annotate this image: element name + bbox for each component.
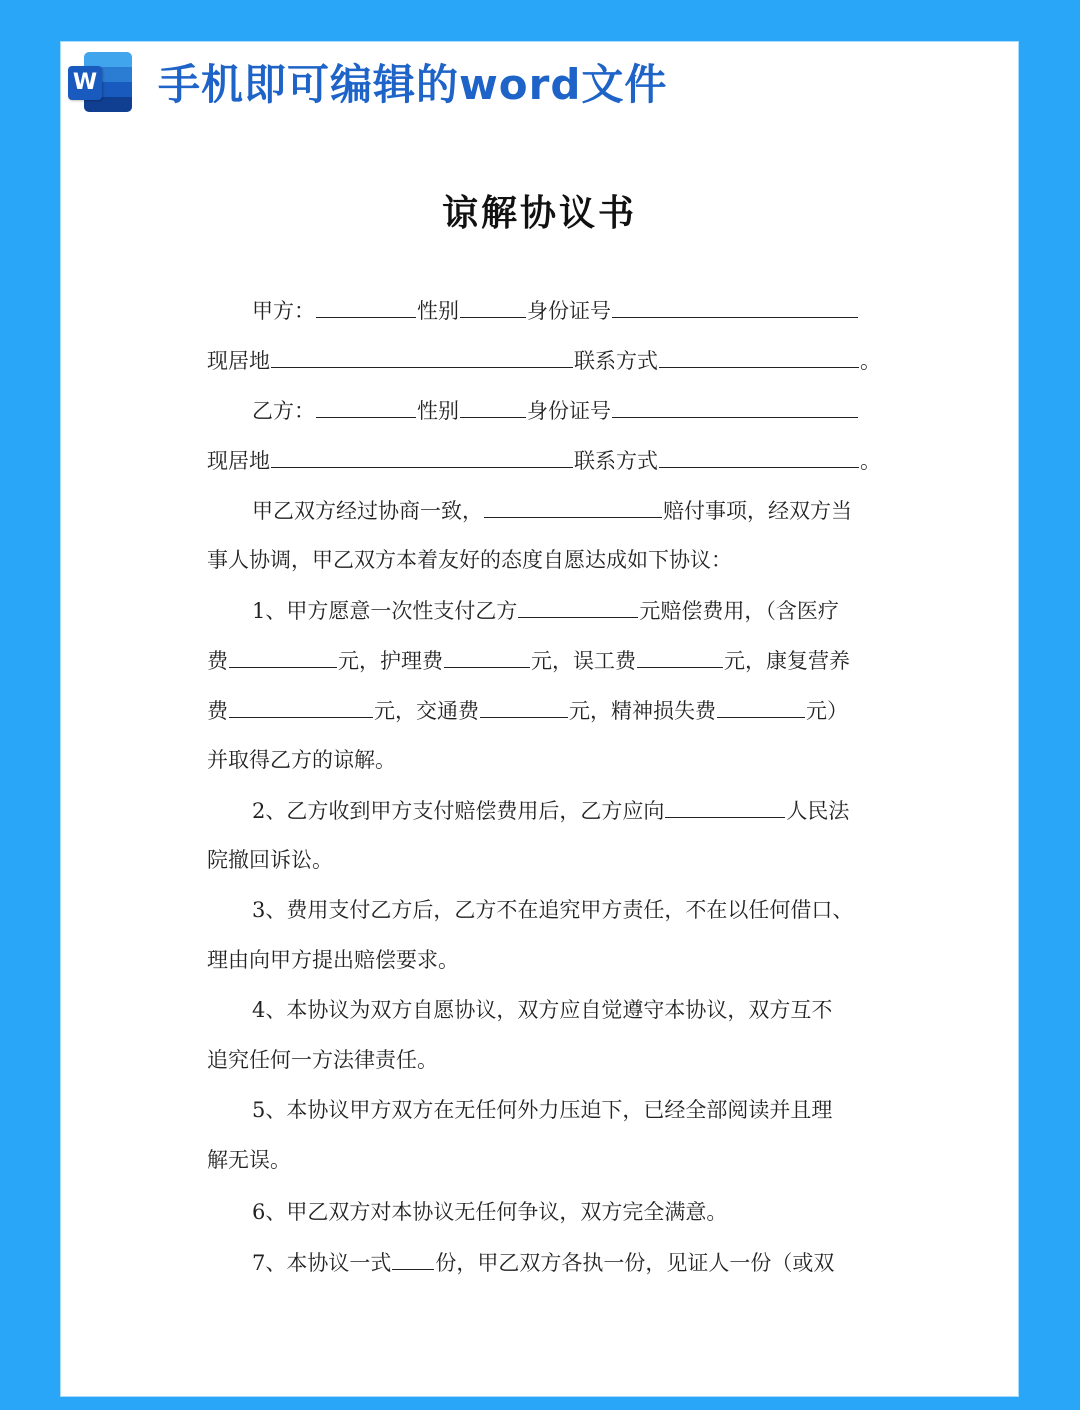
party-b-gender-label: 性别 (417, 399, 459, 423)
intro-text-b: 赔付事项，经双方当 (663, 499, 852, 523)
word-icon (68, 52, 132, 112)
party-a-line (252, 295, 877, 325)
party-a-address-field[interactable] (271, 345, 573, 368)
party-b-name-field[interactable] (316, 395, 416, 418)
party-a-gender-field[interactable] (460, 295, 526, 318)
banner-title: 手机即可编辑的word文件 (158, 60, 668, 109)
clause-5-line-1: 5、本协议甲方双方在无任何外力压迫下，已经全部阅读并且理 (252, 1098, 833, 1122)
period: 。 (860, 349, 881, 373)
party-b-address-field[interactable] (271, 445, 573, 468)
court-name-field[interactable] (665, 795, 785, 818)
clause-1-text-c: 费 (207, 649, 228, 673)
copies-count-field[interactable] (392, 1247, 434, 1270)
clause-7-text-a: 7、本协议一式 (252, 1251, 392, 1275)
clause-1-text-i: 元，精神损失费 (569, 699, 716, 723)
party-b-address-label: 现居地 (207, 449, 270, 473)
clause-2-text-a: 2、乙方收到甲方支付赔偿费用后，乙方应向 (252, 799, 665, 823)
nursing-fee-field[interactable] (444, 645, 530, 668)
clause-1-text-h: 元，交通费 (374, 699, 479, 723)
clause-1-text-f: 元，康复营养 (724, 649, 850, 673)
clause-1-text-a: 1、甲方愿意一次性支付乙方 (252, 599, 518, 623)
party-a-contact-field[interactable] (659, 345, 859, 368)
intro-text-a: 甲乙双方经过协商一致， (252, 499, 483, 523)
medical-fee-field[interactable] (229, 645, 337, 668)
clause-4-line-1: 4、本协议为双方自愿协议，双方应自觉遵守本协议，双方互不 (252, 998, 833, 1022)
clause-1-text-b: 元赔偿费用，（含医疗 (639, 599, 839, 623)
clause-6-line-1: 6、甲乙双方对本协议无任何争议，双方完全满意。 (252, 1200, 728, 1224)
document-page (61, 42, 1018, 1396)
transport-fee-field[interactable] (480, 695, 568, 718)
clause-2-line-2: 院撤回诉讼。 (207, 848, 333, 872)
lost-wages-field[interactable] (637, 645, 723, 668)
party-b-contact-label: 联系方式 (574, 449, 658, 473)
party-b-line (252, 395, 877, 425)
clause-1-line-3 (207, 695, 877, 725)
intro-line-1 (252, 495, 877, 525)
clause-1-line-2 (207, 645, 877, 675)
party-a-address-label: 现居地 (207, 349, 270, 373)
clause-7-line-1 (252, 1247, 877, 1277)
document-title: 谅解协议书 (441, 192, 637, 234)
party-a-name-field[interactable] (316, 295, 416, 318)
mental-damage-fee-field[interactable] (717, 695, 805, 718)
compensation-matter-field[interactable] (484, 495, 662, 518)
banner (68, 52, 667, 112)
party-b-id-field[interactable] (612, 395, 858, 418)
clause-1-text-g: 费 (207, 699, 228, 723)
clause-3-line-2: 理由向甲方提出赔偿要求。 (207, 948, 459, 972)
clause-2-text-b: 人民法 (786, 799, 850, 823)
clause-4-line-2: 追究任何一方法律责任。 (207, 1048, 438, 1072)
party-b-label: 乙方： (252, 399, 315, 423)
word-icon-badge: W (68, 66, 102, 100)
party-a-id-label: 身份证号 (527, 299, 611, 323)
party-b-address-line (207, 445, 881, 475)
party-a-gender-label: 性别 (417, 299, 459, 323)
party-a-address-line (207, 345, 881, 375)
period: 。 (860, 449, 881, 473)
clause-7-text-b: 份，甲乙双方各执一份，见证人一份（或双 (435, 1251, 835, 1275)
party-b-contact-field[interactable] (659, 445, 859, 468)
nutrition-fee-field[interactable] (229, 695, 373, 718)
clause-3-line-1: 3、费用支付乙方后，乙方不在追究甲方责任，不在以任何借口、 (252, 898, 854, 922)
party-a-contact-label: 联系方式 (574, 349, 658, 373)
clause-1-line-1 (252, 595, 877, 625)
party-a-label: 甲方： (252, 299, 315, 323)
total-amount-field[interactable] (518, 595, 638, 618)
clause-5-line-2: 解无误。 (207, 1148, 291, 1172)
party-a-id-field[interactable] (612, 295, 858, 318)
clause-1-text-e: 元，误工费 (531, 649, 636, 673)
intro-line-2: 事人协调，甲乙双方本着友好的态度自愿达成如下协议： (207, 548, 732, 572)
party-b-gender-field[interactable] (460, 395, 526, 418)
clause-1-text-d: 元，护理费 (338, 649, 443, 673)
clause-1-text-j: 元） (806, 699, 848, 723)
clause-1-line-4: 并取得乙方的谅解。 (207, 748, 396, 772)
party-b-id-label: 身份证号 (527, 399, 611, 423)
clause-2-line-1 (252, 795, 877, 825)
